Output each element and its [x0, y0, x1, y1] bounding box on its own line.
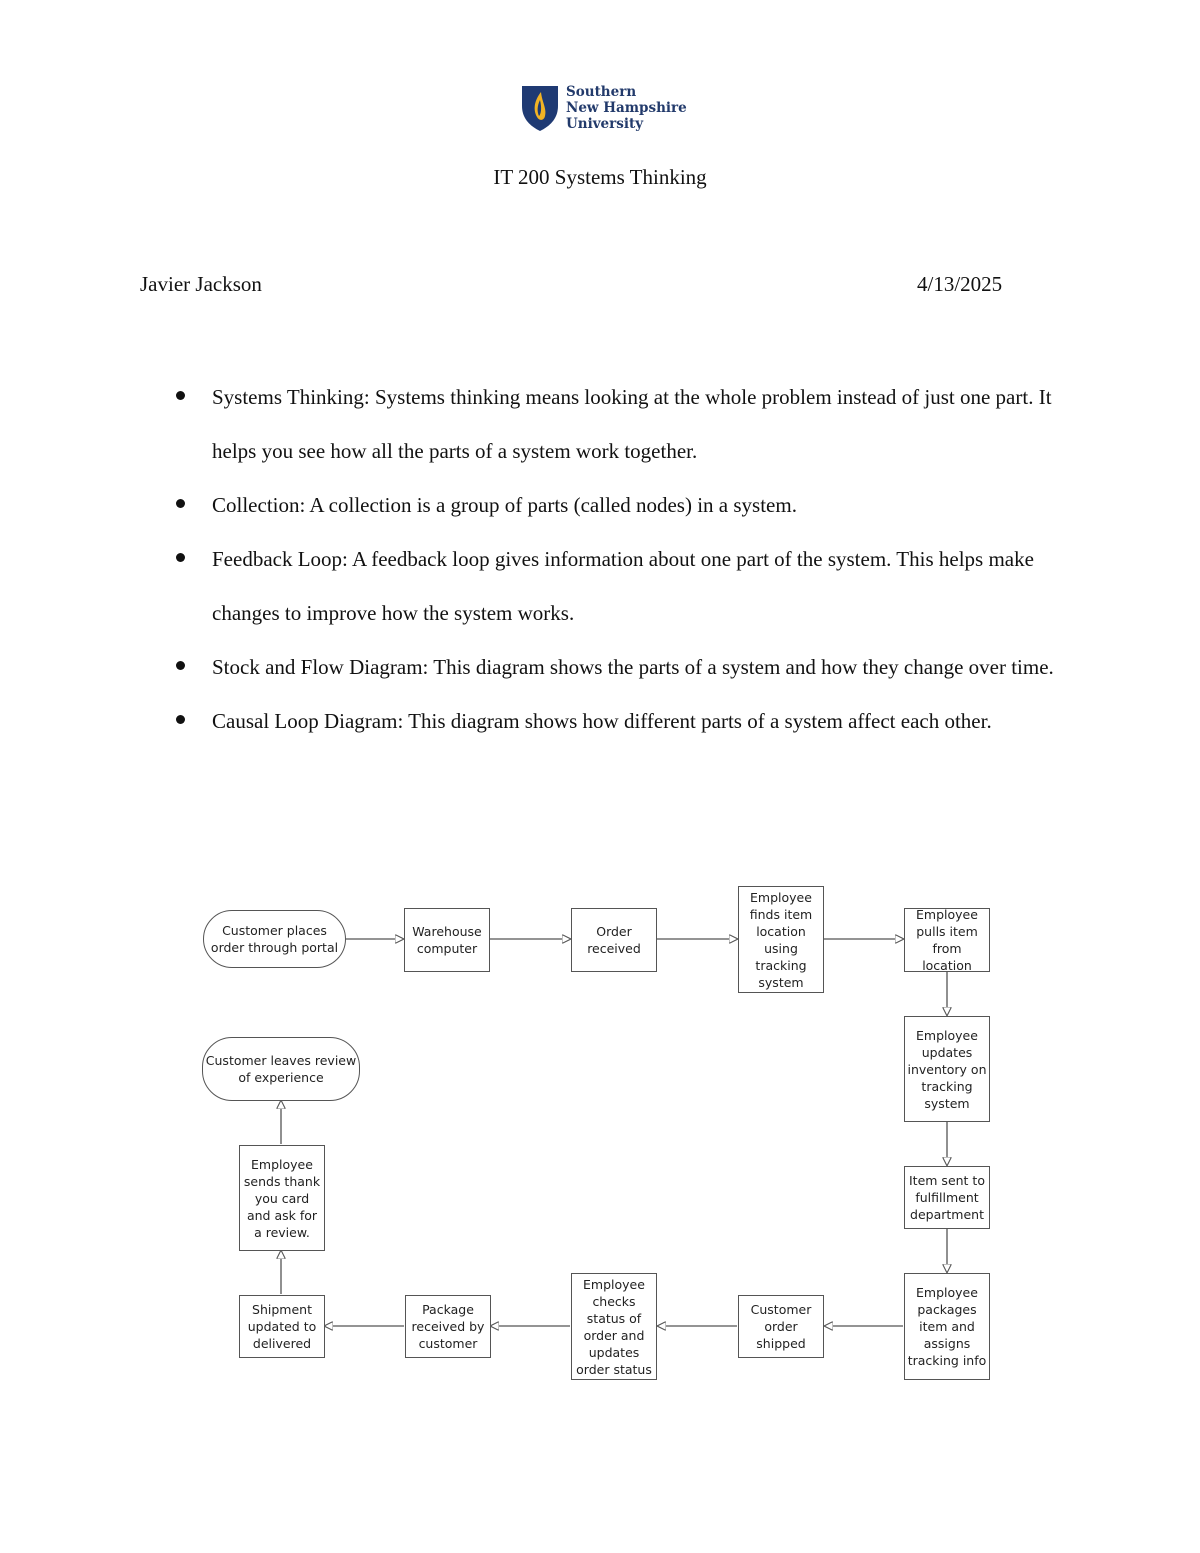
flow-node-label: Employee pulls item from location	[916, 907, 978, 973]
flow-node-employee-finds-item	[738, 886, 824, 993]
list-item-text: Causal Loop Diagram: This diagram shows how different parts of a system affect each other.	[212, 709, 992, 733]
flow-node-label: Order received	[587, 924, 641, 956]
flow-node-label: Customer order shipped	[750, 1302, 812, 1351]
course-title: IT 200 Systems Thinking	[493, 165, 707, 189]
document-date: 4/13/2025	[917, 272, 1003, 296]
list-item-text: Feedback Loop: A feedback loop gives information about one part of the system. This helps make changes to improve how the system works.	[212, 547, 1034, 625]
flow-node-label: Package received by customer	[411, 1302, 485, 1351]
flow-node-warehouse-computer	[404, 908, 490, 972]
list-item-text: Stock and Flow Diagram: This diagram shows the parts of a system and how they change over time.	[212, 655, 1054, 679]
flow-node-employee-checks-status	[571, 1273, 657, 1380]
logo-line-2: New Hampshire	[566, 100, 687, 116]
list-item-text: Systems Thinking: Systems thinking means looking at the whole problem instead of just one part. It helps you see how all the parts of a system work together.	[212, 385, 1052, 463]
flow-node-label: Employee checks status of order and updates order status	[576, 1276, 652, 1377]
flow-node-label: Shipment updated to delivered	[247, 1302, 317, 1351]
flow-node-customer-order-shipped	[738, 1295, 824, 1358]
logo-line-1: Southern	[566, 84, 637, 100]
flow-node-shipment-delivered	[239, 1295, 325, 1358]
flow-node-item-sent-to-fulfillment	[904, 1166, 990, 1229]
flow-node-customer-leaves-review	[202, 1037, 360, 1101]
flow-node-order-received	[571, 908, 657, 972]
flow-node-customer-places-order	[203, 910, 346, 968]
flow-node-label: Employee finds item location using tracking system	[749, 889, 813, 990]
logo-line-3: University	[566, 116, 644, 132]
flow-node-employee-packages-item	[904, 1273, 990, 1380]
author-name: Javier Jackson	[140, 272, 262, 296]
flow-node-label: Employee packages item and assigns tracking info	[907, 1285, 987, 1368]
flow-node-employee-updates-inventory	[904, 1016, 990, 1122]
list-item-text: Collection: A collection is a group of parts (called nodes) in a system.	[212, 493, 797, 517]
flow-node-label: Employee sends thank you card and ask for a review.	[243, 1156, 321, 1240]
flow-node-label: Employee updates inventory on tracking system	[907, 1027, 987, 1111]
flow-node-label: Item sent to fulfillment department	[909, 1173, 985, 1222]
flow-node-employee-pulls-item	[904, 908, 990, 972]
flow-node-package-received	[405, 1295, 491, 1358]
flow-node-label: Customer leaves review of experience	[205, 1053, 357, 1085]
flow-node-employee-sends-thank-you	[239, 1145, 325, 1251]
flow-node-label: Warehouse computer	[412, 924, 482, 956]
flow-node-label: Customer places order through portal	[210, 923, 339, 955]
